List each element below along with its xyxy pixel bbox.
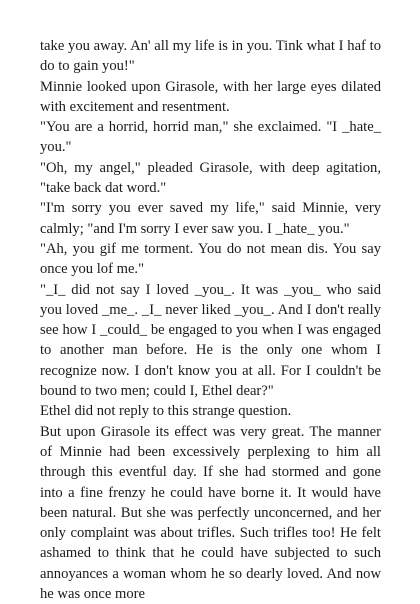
paragraph-5: "I'm sorry you ever saved my life," said Minnie, very calmly; "and I'm sorry I ever saw you. I _hate_ you." bbox=[40, 200, 381, 237]
paragraph-9: But upon Girasole its effect was very great. The manner of Minnie had been excessively perplexing to him all through this eventful day. If she had stormed and gone into a fine frenzy he could have borne it. It would have been natural. But she was perfectly unconcerned, and her only complaint was about trifles. Such trifles too! He felt ashamed to think that he could have subjected to such annoyances a woman whom he so dearly loved. And now he was once more bbox=[40, 423, 381, 603]
paragraph-3: "You are a horrid, horrid man," she exclaimed. "I _hate_ you." bbox=[40, 119, 381, 156]
paragraph-8: Ethel did not reply to this strange question. bbox=[40, 403, 292, 420]
paragraph-1: take you away. An' all my life is in you. Tink what I haf to do to gain you!" bbox=[40, 38, 381, 75]
paragraph-4: "Oh, my angel," pleaded Girasole, with deep agitation, "take back dat word." bbox=[40, 159, 381, 197]
paragraph-7: "_I_ did not say I loved _you_. It was _you_ who said you loved _me_. _I_ never liked _you_. And I don't really see how I _could_ be engaged to you when I was engaged to another man before. He is the only one whom I recognize now. I don't know you at all. For I couldn't be bound to two men; could I, Ethel dear?" bbox=[40, 281, 381, 400]
paragraph-6: "Ah, you gif me torment. You do not mean dis. You say once you lof me." bbox=[40, 240, 381, 278]
page-text bbox=[40, 36, 381, 604]
paragraph-2: Minnie looked upon Girasole, with her large eyes dilated with excitement and resentment. bbox=[40, 78, 381, 115]
